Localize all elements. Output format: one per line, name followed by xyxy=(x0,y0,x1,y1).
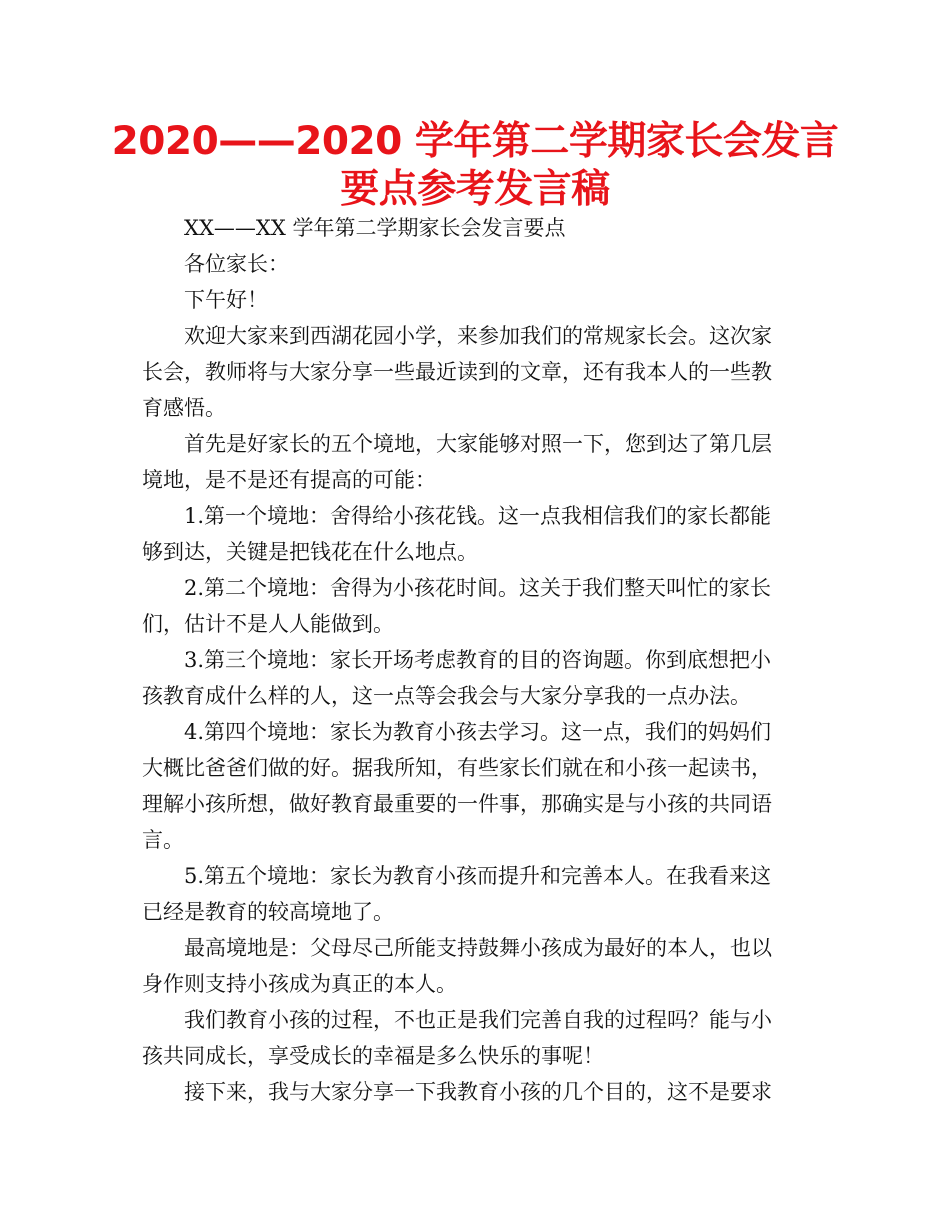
list-item-line: 大概比爸爸们做的好。据我所知，有些家长们就在和小孩一起读书， xyxy=(142,756,772,780)
paragraph-line: 身作则支持小孩成为真正的本人。 xyxy=(142,972,457,996)
paragraph-line: 育感悟。 xyxy=(142,396,226,420)
salutation-line: 各位家长： xyxy=(184,252,289,276)
list-item-line: 理解小孩所想，做好教育最重要的一件事，那确实是与小孩的共同语 xyxy=(142,792,772,816)
list-item-line: 够到达，关键是把钱花在什么地点。 xyxy=(142,540,478,564)
paragraph-line: 欢迎大家来到西湖花园小学，来参加我们的常规家长会。这次家 xyxy=(184,324,772,348)
paragraph-line: 接下来，我与大家分享一下我教育小孩的几个目的，这不是要求 xyxy=(184,1080,772,1104)
list-item-line: 孩教育成什么样的人，这一点等会我会与大家分享我的一点办法。 xyxy=(142,684,751,708)
document-title xyxy=(100,118,850,214)
title-line-2: 要点参考发言稿 xyxy=(340,167,610,212)
title-line-1: 2020——2020 学年第二学期家长会发言 xyxy=(111,119,839,164)
subtitle-line: XX——XX 学年第二学期家长会发言要点 xyxy=(184,216,566,240)
paragraph-line: 最高境地是：父母尽己所能支持鼓舞小孩成为最好的本人，也以 xyxy=(184,936,772,960)
list-item-line: 言。 xyxy=(142,828,184,852)
greeting-line: 下午好！ xyxy=(184,288,268,312)
list-item-line: 5.第五个境地：家长为教育小孩而提升和完善本人。在我看来这 xyxy=(184,864,772,888)
list-item-line: 们，估计不是人人能做到。 xyxy=(142,612,394,636)
document-body xyxy=(142,210,814,1110)
paragraph-line: 境地，是不是还有提高的可能： xyxy=(142,468,436,492)
list-item-line: 2.第二个境地：舍得为小孩花时间。这关于我们整天叫忙的家长 xyxy=(184,576,772,600)
list-item-line: 4.第四个境地：家长为教育小孩去学习。这一点，我们的妈妈们 xyxy=(184,720,772,744)
paragraph-line: 我们教育小孩的过程，不也正是我们完善自我的过程吗？能与小 xyxy=(184,1008,772,1032)
list-item-line: 1.第一个境地：舍得给小孩花钱。这一点我相信我们的家长都能 xyxy=(184,504,772,528)
paragraph-line: 孩共同成长，享受成长的幸福是多么快乐的事呢！ xyxy=(142,1044,604,1068)
paragraph-line: 长会，教师将与大家分享一些最近读到的文章，还有我本人的一些教 xyxy=(142,360,772,384)
list-item-line: 已经是教育的较高境地了。 xyxy=(142,900,394,924)
paragraph-line: 首先是好家长的五个境地，大家能够对照一下，您到达了第几层 xyxy=(184,432,772,456)
list-item-line: 3.第三个境地：家长开场考虑教育的目的咨询题。你到底想把小 xyxy=(184,648,772,672)
